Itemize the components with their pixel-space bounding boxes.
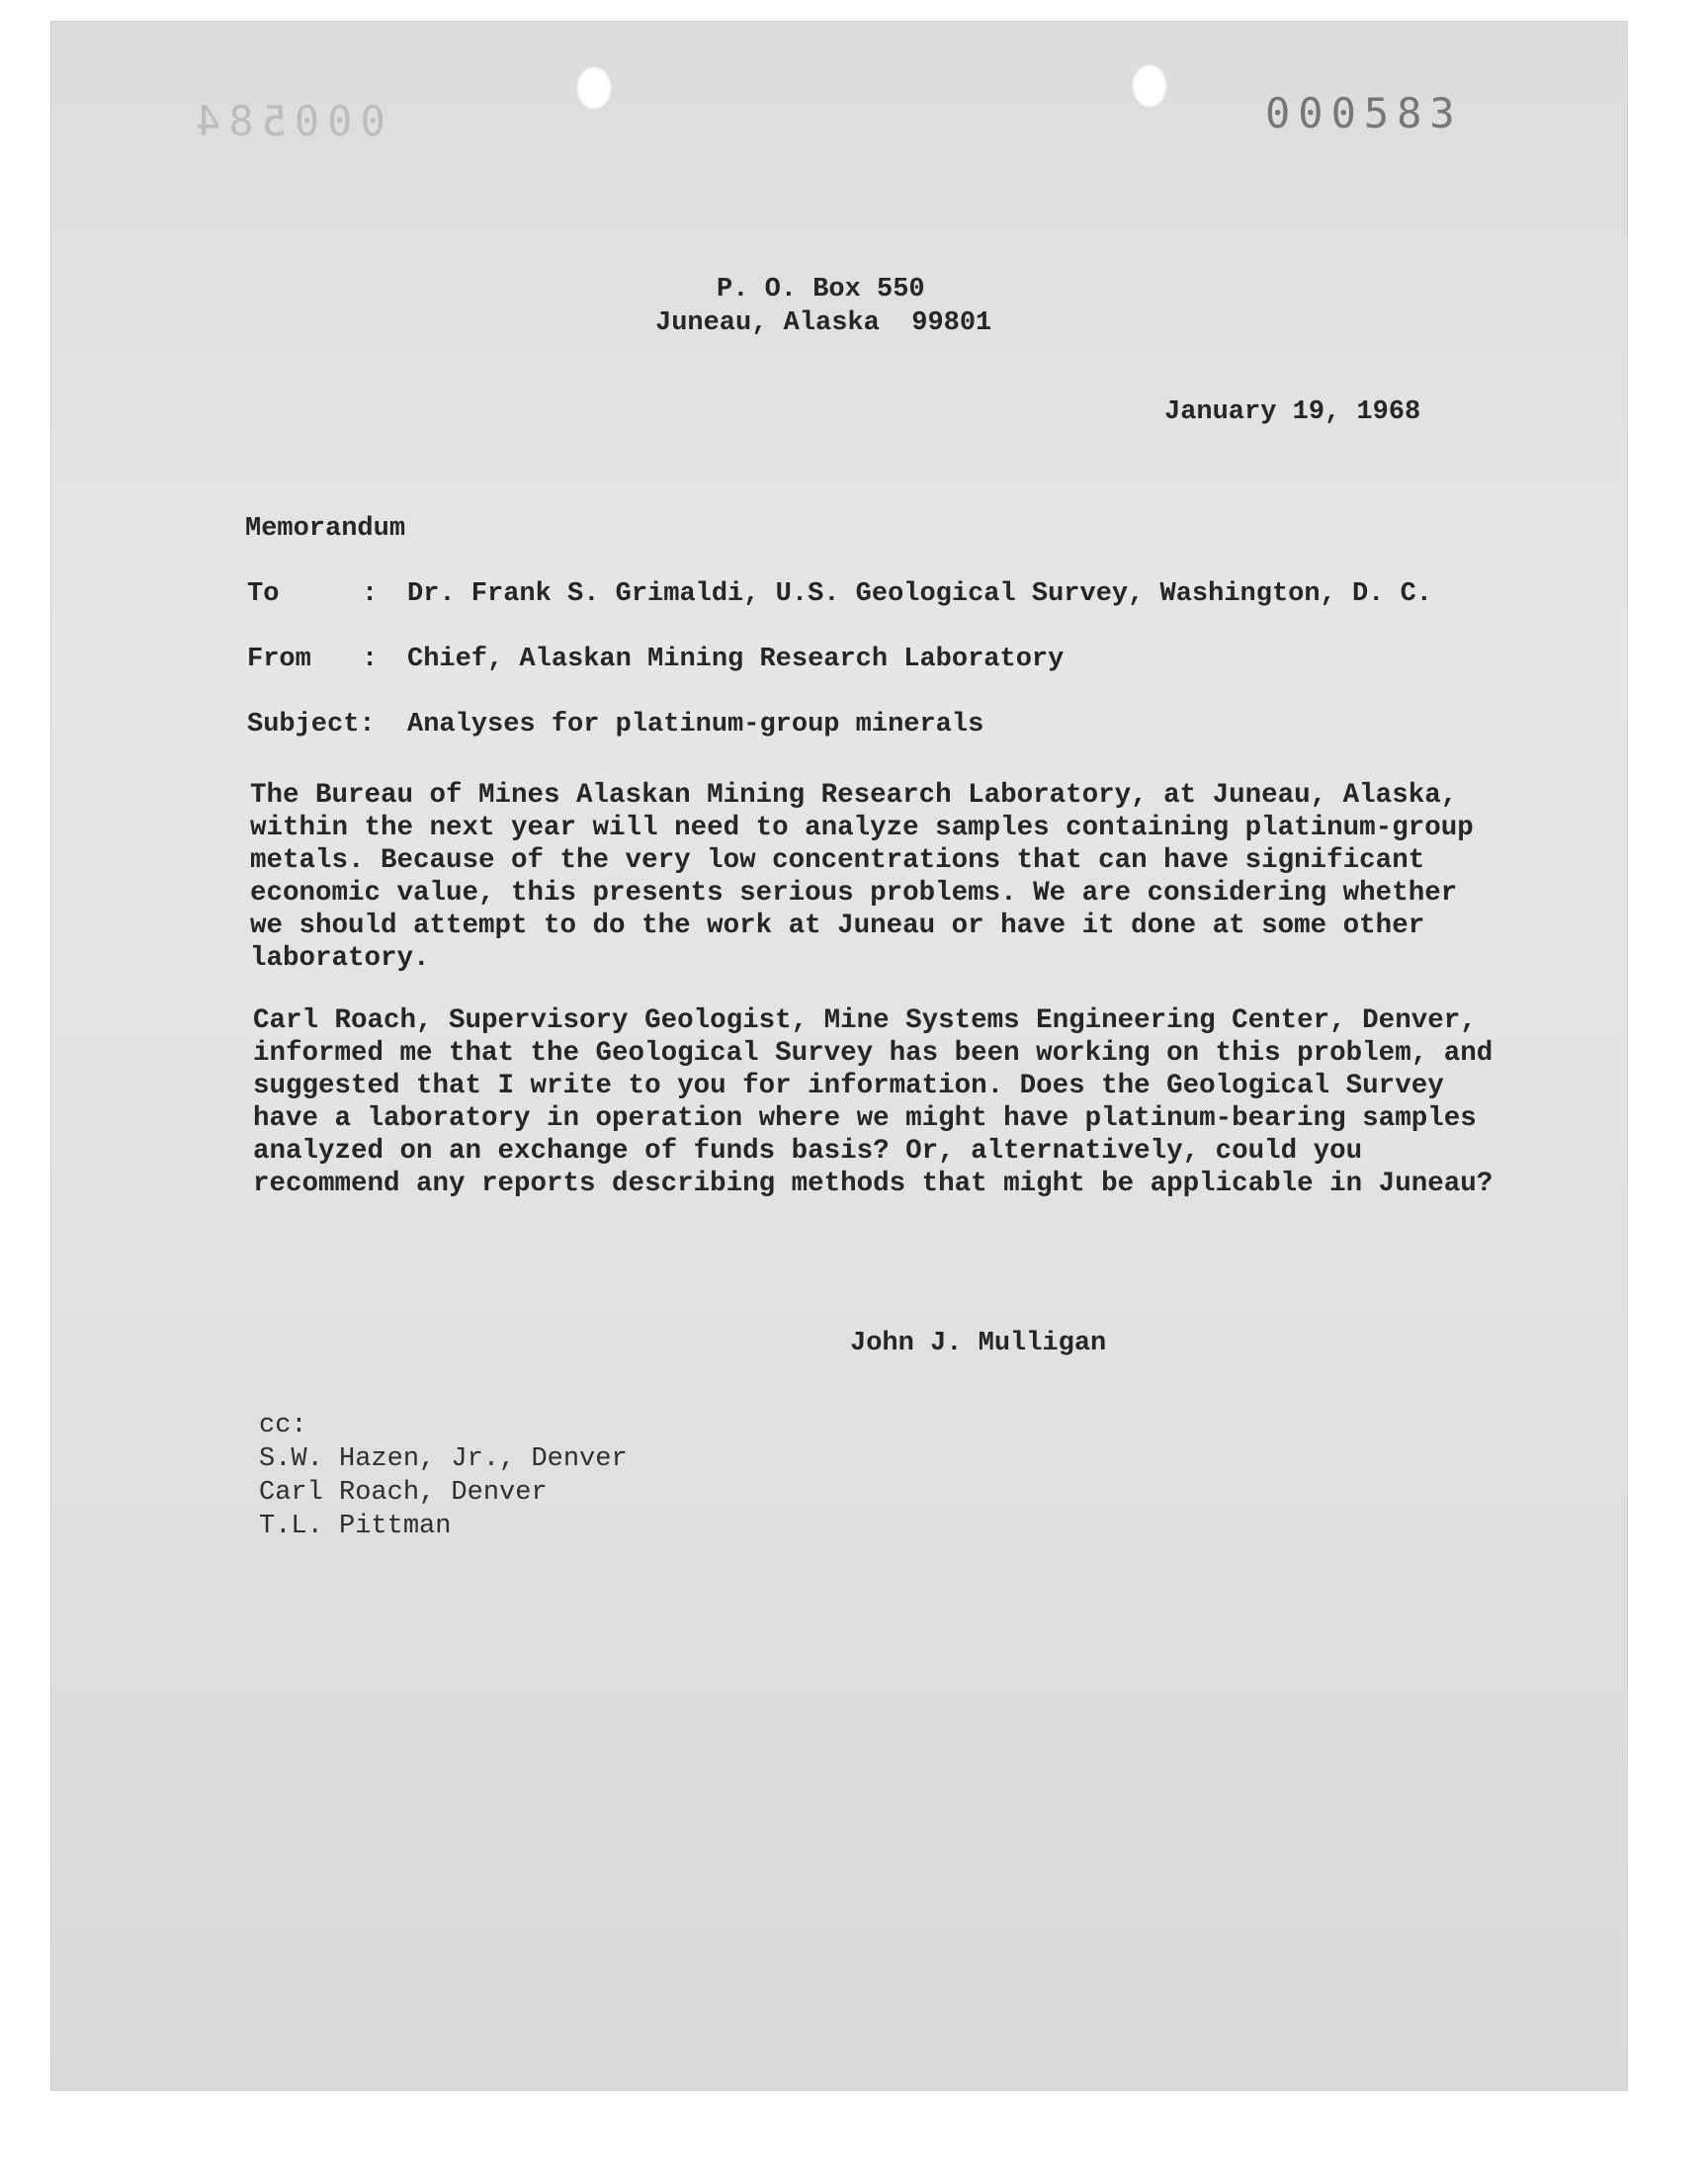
to-row — [247, 579, 1432, 609]
memo-date: January 19, 1968 — [1164, 397, 1421, 427]
from-label: From — [247, 645, 311, 674]
cc-recipient: T.L. Pittman — [259, 1512, 452, 1541]
subject-value: Analyses for platinum-group minerals — [407, 710, 984, 740]
subject-row — [247, 710, 983, 740]
cc-recipient: Carl Roach, Denver — [259, 1478, 548, 1508]
body-paragraph-1: The Bureau of Mines Alaskan Mining Research Laboratory, at Juneau, Alaska, within the next year will need to analyze samples containing platinum-group metals. Because of the very low concentrations that can have significant economic value, this presents serious problems. We are considering whether we should attempt to do the work at Juneau or have it done at some other laboratory. — [250, 780, 1474, 974]
signature-name: John J. Mulligan — [850, 1329, 1107, 1358]
memo-heading: Memorandum — [245, 514, 406, 544]
cc-block — [259, 1409, 628, 1543]
serial-number: 000583 — [1265, 89, 1463, 137]
punch-hole-right — [1131, 63, 1168, 109]
address-line-1: P. O. Box 550 — [717, 275, 925, 304]
to-value: Dr. Frank S. Grimaldi, U.S. Geological Survey, Washington, D. C. — [407, 579, 1432, 609]
from-value: Chief, Alaskan Mining Research Laboratory — [407, 645, 1065, 674]
punch-hole-left — [575, 65, 613, 111]
cc-recipient: S.W. Hazen, Jr., Denver — [259, 1444, 628, 1474]
to-colon: : — [362, 579, 379, 609]
cc-label: cc: — [259, 1411, 307, 1440]
serial-number-mirrored: 000584 — [188, 97, 385, 145]
from-colon: : — [362, 645, 379, 674]
subject-label: Subject: — [247, 710, 376, 740]
body-paragraph-2: Carl Roach, Supervisory Geologist, Mine Systems Engineering Center, Denver, informed me that the Geological Survey has been working on this problem, and suggested that I write to you for information. Does the Geological Survey have a laboratory in operation where we might have platinum-bearing samples analyzed on an exchange of funds basis? Or, alternatively, could you recommend any reports describing methods that might be applicable in Juneau? — [253, 1005, 1494, 1199]
to-label: To — [247, 579, 280, 609]
from-row — [247, 645, 1064, 674]
address-line-2: Juneau, Alaska 99801 — [655, 308, 992, 338]
